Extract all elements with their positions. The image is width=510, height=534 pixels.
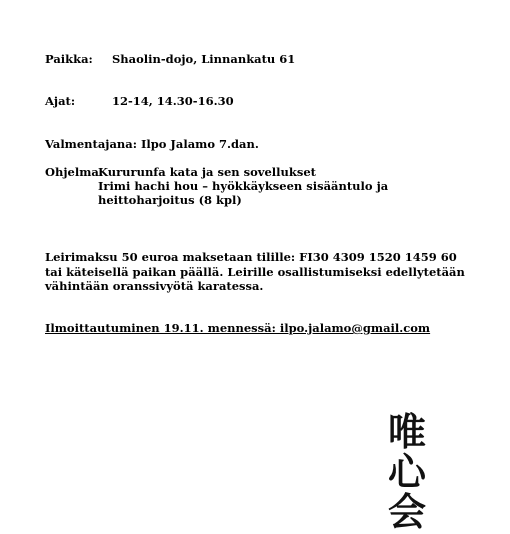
fee-line-2: tai käteisellä paikan päällä. Leirille osallistumiseksi edellytetään (45, 265, 465, 279)
calligraphy-char-2: 心 (388, 449, 427, 494)
calligraphy-char-3: 会 (388, 489, 427, 534)
times-label: Ajat: (45, 94, 76, 108)
fee-line-1: Leirimaksu 50 euroa maksetaan tilille: FI30 4309 1520 1459 60 (45, 250, 457, 264)
program-label: Ohjelma: (45, 165, 104, 179)
place-value: Shaolin-dojo, Linnankatu 61 (112, 52, 296, 66)
coach-text: Valmentajana: Ilpo Jalamo 7.dan. (45, 137, 259, 151)
calligraphy-char-1: 唯 (388, 409, 427, 454)
program-line-3: heittoharjoitus (8 kpl) (98, 193, 242, 207)
times-value: 12-14, 14.30-16.30 (112, 94, 234, 108)
place-label: Paikka: (45, 52, 93, 66)
fee-line-3: vähintään oranssivyötä karatessa. (45, 279, 264, 293)
registration-text: Ilmoittautuminen 19.11. mennessä: ilpo.jalamo@gmail.com (45, 321, 431, 335)
program-line-1: Kururunfa kata ja sen sovellukset (98, 165, 316, 179)
program-line-2: Irimi hachi hou – hyökkäykseen sisääntulo ja (98, 179, 389, 193)
